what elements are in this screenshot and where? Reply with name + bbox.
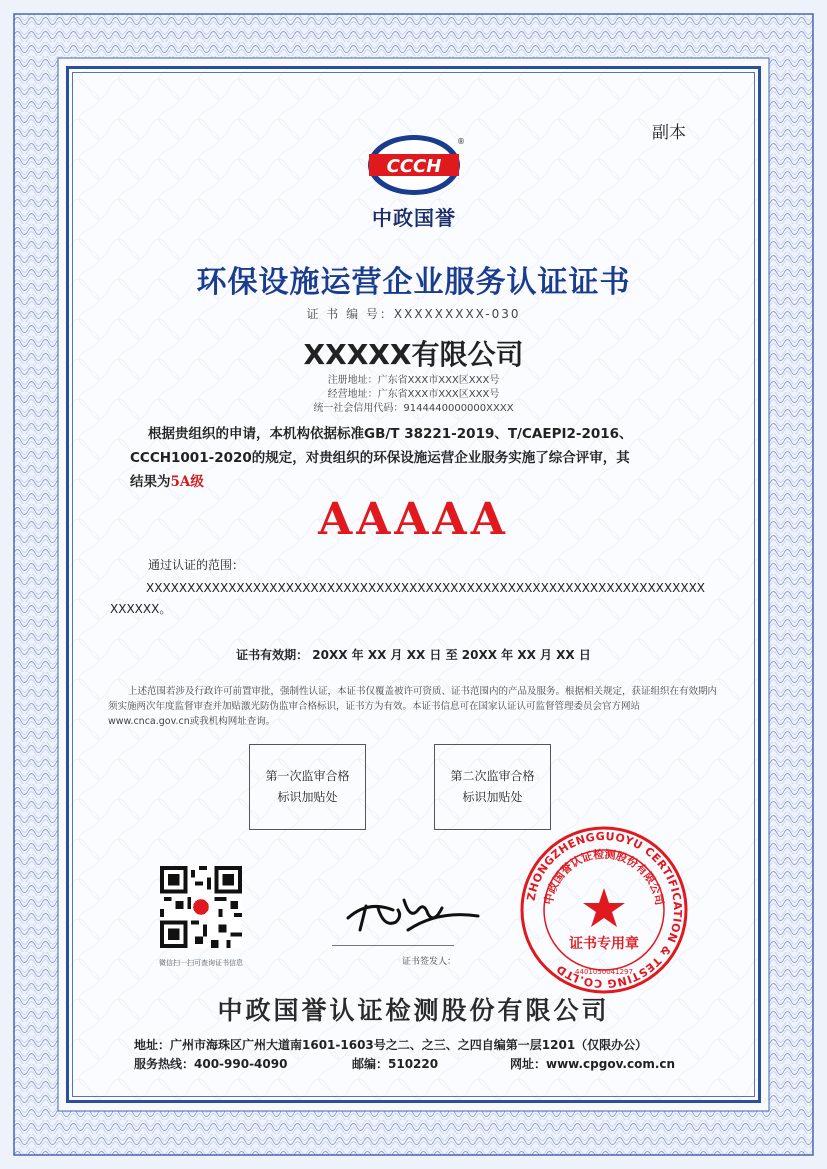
issuer-address: 地址：广州市海珠区广州大道南1601-1603号之二、之三、之四自编第一层1201（仅限办公） [134, 1038, 648, 1052]
copy-label: 副本 [652, 123, 686, 143]
seal-inner-text: 中政国誉认证检测股份有限公司 [542, 847, 666, 907]
service-hotline: 服务热线：400-990-4090 [134, 1057, 288, 1071]
signature-line [332, 945, 454, 946]
result-value: 5A级 [170, 474, 204, 490]
certificate-title: 环保设施运营企业服务认证证书 [196, 265, 631, 300]
result-prefix: 结果为 [130, 474, 171, 490]
qr-caption: 微信扫一扫可查询证书信息 [159, 959, 243, 967]
website[interactable]: 网址：www.cpgov.com.cn [510, 1057, 676, 1071]
signer-label: 证书签发人： [402, 957, 457, 967]
business-address: 经营地址：广东省XXX市XXX区XXX号 [327, 389, 500, 400]
statement-line-2: CCCH1001-2020的规定，对贵组织的环保设施运营企业服务实施了综合评审，其 [130, 450, 630, 466]
logo-mark: CCCH [386, 156, 442, 177]
statement-line-3 [130, 470, 690, 494]
box-line: 第一次监审合格 [265, 769, 350, 783]
company-name: XXXXX有限公司 [303, 338, 524, 371]
postcode: 邮编：510220 [352, 1057, 439, 1071]
assessment-statement [130, 422, 690, 494]
grade-rating: AAAAA [318, 494, 509, 545]
seal-number: 4401050041297 [575, 968, 633, 976]
seal-ring-text: ZHONGZHENGGUOYU CERTIFICATION & TESTING CO.LTD [524, 829, 685, 991]
box-line: 第二次监审合格 [450, 769, 535, 783]
official-seal [518, 824, 690, 996]
seal-center-text: 证书专用章 [569, 936, 639, 952]
validity-period: 证书有效期： 20XX 年 XX 月 XX 日 至 20XX 年 XX 月 XX 日 [236, 648, 591, 662]
box-line: 标识加贴处 [277, 790, 338, 804]
scope-label: 通过认证的范围： [148, 558, 245, 572]
qr-code[interactable] [160, 866, 242, 948]
box-line: 标识加贴处 [462, 790, 523, 804]
credit-code: 统一社会信用代码：9144440000000XXXX [313, 403, 514, 414]
registered-address: 注册地址：广东省XXX市XXX区XXX号 [327, 375, 500, 386]
first-audit-label-box [249, 744, 366, 830]
statement-line-1: 根据贵组织的申请，本机构依据标准GB/T 38221-2019、T/CAEPI2-2016、 [148, 426, 633, 442]
logo-name: 中政国誉 [372, 206, 456, 230]
issuing-company: 中政国誉认证检测股份有限公司 [217, 996, 610, 1025]
scope-text: XXXXXXXXXXXXXXXXXXXXXXXXXXXXXXXXXXXXXXXXXXXXXXXXXXXXXXXXXXXXXXXXXXXXXXXXXX。 [110, 581, 706, 616]
registered-mark: ® [457, 137, 465, 146]
second-audit-label-box [434, 744, 551, 830]
notice-text: 上述范围若涉及行政许可前置审批，强制性认证，本证书仅覆盖被许可资质、证书范围内的产品及服务。根据相关规定，获证组织在有效期内须实施两次年度监督审查并加贴激光防伪监审合格标识，证书方为有效。本证书信息可在国家认证认可监督管理委员会官方网站www.cnca.gov.cn或我机构网址查询。 [108, 686, 718, 727]
certificate-number: 证 书 编 号：XXXXXXXXX-030 [306, 307, 521, 321]
signature [338, 880, 488, 940]
